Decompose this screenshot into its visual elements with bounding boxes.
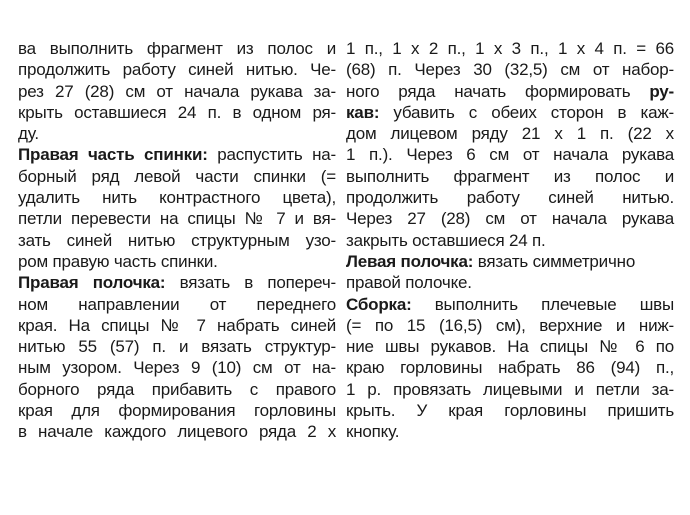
text-line: [18, 400, 336, 421]
paragraph-text: краю горловины набрать 86 (94) п.,: [346, 358, 674, 378]
text-line: [346, 336, 674, 357]
text-line: [346, 59, 674, 80]
paragraph-text: ным узором. Через 9 (10) см от на-: [18, 358, 336, 378]
text-line: [18, 208, 336, 229]
paragraph-text: вязать симметрично: [473, 251, 636, 271]
section-heading: Правая часть спинки:: [18, 145, 208, 165]
paragraph-text: борный ряд левой части спинки (=: [18, 166, 336, 186]
paragraph-text: выполнить фрагмент из полос и: [346, 166, 674, 186]
paragraph-text: в начале каждого лицевого ряда 2 х: [18, 422, 336, 442]
text-line: [346, 166, 674, 187]
paragraph-text: петли перевести на спицы № 7 и вя-: [18, 209, 336, 229]
paragraph-text: удалить нить контрастного цвета),: [18, 188, 336, 208]
paragraph-text: убавить с обеих сторон в каж-: [379, 102, 674, 122]
paragraph-text: 1 п.). Через 6 см от начала рукава: [346, 145, 674, 165]
text-line: [18, 102, 336, 123]
text-line: [18, 123, 336, 144]
paragraph-text: продолжить работу синей нитью.: [346, 188, 674, 208]
text-line: [346, 357, 674, 378]
text-line: [346, 315, 674, 336]
paragraph-text: ного ряда начать формировать: [346, 81, 650, 101]
paragraph-text: 1 п., 1 х 2 п., 1 х 3 п., 1 х 4 п. = 66: [346, 39, 674, 58]
text-line: [346, 38, 674, 59]
text-line: [346, 123, 674, 144]
text-line: [18, 272, 336, 293]
text-line: [346, 187, 674, 208]
text-line: [18, 230, 336, 251]
text-line: [346, 144, 674, 165]
paragraph-text: вязать в попереч-: [165, 273, 336, 293]
text-line: [18, 379, 336, 400]
text-line: [18, 315, 336, 336]
paragraph-text: Через 27 (28) см от начала рукава: [346, 209, 674, 229]
text-line: [18, 38, 336, 59]
paragraph-text: рез 27 (28) см от начала рукава за-: [18, 81, 336, 101]
text-line: [18, 144, 336, 165]
text-line: [346, 81, 674, 102]
text-line: [346, 230, 674, 251]
paragraph-text: крыть. У края горловины пришить: [346, 401, 674, 421]
text-line: [346, 102, 674, 123]
left-text-column: [18, 38, 336, 443]
text-line: [18, 251, 336, 272]
text-line: [18, 294, 336, 315]
paragraph-text: борного ряда прибавить с правого: [18, 379, 336, 399]
paragraph-text: закрыть оставшиеся 24 п.: [346, 230, 546, 250]
text-line: [18, 166, 336, 187]
paragraph-text: края для формирования горловины: [18, 401, 336, 421]
paragraph-text: ром правую часть спинки.: [18, 251, 218, 271]
text-line: [18, 336, 336, 357]
paragraph-text: ном направлении от переднего: [18, 294, 336, 314]
text-line: [346, 379, 674, 400]
paragraph-text: нитью 55 (57) п. и вязать структур-: [18, 337, 336, 357]
text-line: [18, 187, 336, 208]
paragraph-text: ду.: [18, 124, 39, 144]
paragraph-text: зать синей нитью структурным узо-: [18, 230, 336, 250]
text-line: [346, 208, 674, 229]
paragraph-text: правой полочке.: [346, 273, 472, 293]
paragraph-text: (= по 15 (16,5) см), верхние и ниж-: [346, 315, 674, 335]
right-text-column: [346, 38, 674, 443]
section-heading: Левая полочка:: [346, 251, 474, 271]
paragraph-text: дом лицевом ряду 21 х 1 п. (22 х: [346, 124, 674, 144]
text-line: [346, 400, 674, 421]
paragraph-text: продолжить работу синей нитью. Че-: [18, 60, 336, 80]
paragraph-text: края. На спицы № 7 набрать синей: [18, 315, 336, 335]
paragraph-text: ва выполнить фрагмент из полос и: [18, 39, 336, 58]
text-line: [346, 272, 674, 293]
text-line: [346, 251, 674, 272]
paragraph-text: выполнить плечевые швы: [411, 294, 674, 314]
paragraph-text: кнопку.: [346, 422, 400, 442]
text-line: [18, 357, 336, 378]
paragraph-text: 1 р. провязать лицевыми и петли за-: [346, 379, 674, 399]
text-line: [18, 81, 336, 102]
paragraph-text: распустить на-: [207, 145, 336, 165]
paragraph-text: ние швы рукавов. На спицы № 6 по: [346, 337, 674, 357]
section-heading: кав:: [346, 102, 380, 122]
text-line: [18, 59, 336, 80]
section-heading: Сборка:: [346, 294, 412, 314]
paragraph-text: (68) п. Через 30 (32,5) см от набор-: [346, 60, 674, 80]
text-line: [18, 421, 336, 442]
text-line: [346, 421, 674, 442]
section-heading: ру-: [649, 81, 674, 101]
paragraph-text: крыть оставшиеся 24 п. в одном ря-: [18, 102, 336, 122]
section-heading: Правая полочка:: [18, 273, 166, 293]
text-line: [346, 294, 674, 315]
